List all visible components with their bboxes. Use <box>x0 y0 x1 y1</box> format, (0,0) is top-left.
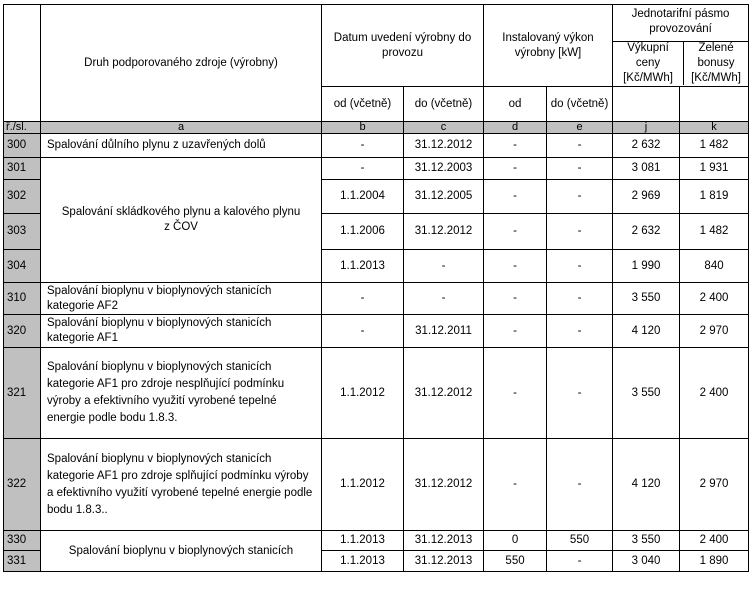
cell-bonus: 2 970 <box>680 439 749 531</box>
cell-kw-od: - <box>484 250 547 283</box>
cell-datum-do: 31.12.2012 <box>404 134 484 158</box>
cell-datum-od: 1.1.2004 <box>322 180 404 214</box>
cell-datum-do: 31.12.2012 <box>404 348 484 439</box>
row-number: 304 <box>4 250 41 283</box>
cell-kw-od: - <box>484 439 547 531</box>
letter-c: c <box>404 122 484 134</box>
header-druh: Druh podporovaného zdroje (výrobny) <box>41 5 322 122</box>
cell-bonus: 2 400 <box>680 283 749 315</box>
table-row <box>4 134 749 158</box>
header-pasmo-sub <box>613 42 748 85</box>
cell-cena: 2 969 <box>613 180 680 214</box>
header-datum: Datum uvedení výrobny do provozu <box>322 5 484 87</box>
header-zelene: Zelené bonusy [Kč/MWh] <box>691 42 741 84</box>
cell-datum-do: 31.12.2011 <box>404 315 484 348</box>
cell-bonus: 1 819 <box>680 180 749 214</box>
letter-b: b <box>322 122 404 134</box>
cell-cena: 3 550 <box>613 531 680 551</box>
cell-kw-od: - <box>484 180 547 214</box>
cell-kw-od: - <box>484 348 547 439</box>
cell-cena: 3 550 <box>613 348 680 439</box>
cell-kw-do: - <box>547 315 613 348</box>
header-vykupni: Výkupní ceny [Kč/MWh] <box>613 42 684 85</box>
cell-kw-do: - <box>547 283 613 315</box>
corner-cell <box>4 5 41 122</box>
letter-a: a <box>41 122 322 134</box>
cell-kw-od: - <box>484 158 547 180</box>
cell-cena: 3 040 <box>613 551 680 572</box>
cell-datum-od: 1.1.2012 <box>322 439 404 531</box>
cell-kw-od: - <box>484 283 547 315</box>
cell-bonus: 1 482 <box>680 214 749 250</box>
cell-datum-do: - <box>404 250 484 283</box>
header-vykon: Instalovaný výkon výrobny [kW] <box>484 5 613 87</box>
cell-cena: 2 632 <box>613 214 680 250</box>
row-number: 302 <box>4 180 41 214</box>
letter-e: e <box>547 122 613 134</box>
row-description: Spalování bioplynu v bioplynových stanicích kategorie AF1 pro zdroje splňující podmínku výroby a efektivního využití vyrobené tepelné energie podle bodu 1.8.3.. <box>41 439 322 531</box>
table-row <box>4 531 749 551</box>
header-pasmo-spacer <box>613 87 749 122</box>
cell-datum-do: 31.12.2003 <box>404 158 484 180</box>
table-row <box>4 439 749 531</box>
cell-datum-od: 1.1.2006 <box>322 214 404 250</box>
cell-kw-do: - <box>547 348 613 439</box>
cell-cena: 3 550 <box>613 283 680 315</box>
cell-cena: 2 632 <box>613 134 680 158</box>
cell-cena: 3 081 <box>613 158 680 180</box>
cell-kw-od: 550 <box>484 551 547 572</box>
header-vykon-do: do (včetně) <box>547 87 613 122</box>
row-number: 320 <box>4 315 41 348</box>
row-description: Spalování důlního plynu z uzavřených dolů <box>41 134 322 158</box>
row-number: 303 <box>4 214 41 250</box>
row-number: 322 <box>4 439 41 531</box>
cell-cena: 1 990 <box>613 250 680 283</box>
cell-kw-do: - <box>547 180 613 214</box>
cell-bonus: 1 482 <box>680 134 749 158</box>
cell-kw-do: 550 <box>547 531 613 551</box>
header-pasmo: Jednotarifní pásmo provozování <box>613 7 748 42</box>
cell-datum-od: 1.1.2013 <box>322 531 404 551</box>
cell-kw-od: 0 <box>484 531 547 551</box>
letter-j: j <box>613 122 680 134</box>
row-number: 321 <box>4 348 41 439</box>
cell-bonus: 2 400 <box>680 531 749 551</box>
cell-bonus: 1 890 <box>680 551 749 572</box>
cell-cena: 4 120 <box>613 439 680 531</box>
cell-datum-do: - <box>404 283 484 315</box>
row-description: Spalování skládkového plynu a kalového plynu z ČOV <box>41 158 322 283</box>
cell-datum-od: - <box>322 315 404 348</box>
row-number: 300 <box>4 134 41 158</box>
cell-kw-do: - <box>547 134 613 158</box>
cell-datum-od: 1.1.2013 <box>322 250 404 283</box>
cell-datum-od: - <box>322 134 404 158</box>
row-number: 301 <box>4 158 41 180</box>
cell-bonus: 2 970 <box>680 315 749 348</box>
cell-datum-do: 31.12.2013 <box>404 531 484 551</box>
cell-kw-do: - <box>547 158 613 180</box>
tariff-table <box>3 4 749 572</box>
cell-datum-od: - <box>322 158 404 180</box>
cell-datum-do: 31.12.2013 <box>404 551 484 572</box>
letter-k: k <box>680 122 749 134</box>
header-vykon-od: od <box>484 87 547 122</box>
header-datum-od: od (včetně) <box>322 87 404 122</box>
cell-kw-do: - <box>547 551 613 572</box>
table-row <box>4 315 749 348</box>
cell-bonus: 2 400 <box>680 348 749 439</box>
row-description: Spalování bioplynu v bioplynových stanicích kategorie AF2 <box>41 283 322 315</box>
cell-bonus: 840 <box>680 250 749 283</box>
cell-datum-do: 31.12.2012 <box>404 214 484 250</box>
cell-cena: 4 120 <box>613 315 680 348</box>
cell-datum-do: 31.12.2012 <box>404 439 484 531</box>
cell-datum-od: 1.1.2012 <box>322 348 404 439</box>
column-letters-row <box>4 122 749 134</box>
row-description: Spalování bioplynu v bioplynových stanicích kategorie AF1 <box>41 315 322 348</box>
letter-d: d <box>484 122 547 134</box>
table-row <box>4 348 749 439</box>
cell-kw-od: - <box>484 214 547 250</box>
cell-kw-do: - <box>547 439 613 531</box>
header-pasmo-wrap <box>613 5 749 87</box>
table-row <box>4 158 749 180</box>
row-description: Spalování bioplynu v bioplynových stanicích kategorie AF1 pro zdroje nesplňující podmínku výroby a efektivního využití vyrobené tepelné energie podle bodu 1.8.3. <box>41 348 322 439</box>
row-number: 310 <box>4 283 41 315</box>
cell-kw-do: - <box>547 214 613 250</box>
cell-datum-od: 1.1.2013 <box>322 551 404 572</box>
cell-kw-do: - <box>547 250 613 283</box>
row-description: Spalování bioplynu v bioplynových stanicích <box>41 531 322 572</box>
row-number: 331 <box>4 551 41 572</box>
cell-kw-od: - <box>484 315 547 348</box>
table-row <box>4 283 749 315</box>
row-number: 330 <box>4 531 41 551</box>
rowno-label: ř./sl. <box>4 122 41 134</box>
cell-datum-od: - <box>322 283 404 315</box>
header-datum-do: do (včetně) <box>404 87 484 122</box>
cell-kw-od: - <box>484 134 547 158</box>
header-row <box>4 5 749 87</box>
cell-datum-do: 31.12.2005 <box>404 180 484 214</box>
cell-bonus: 1 931 <box>680 158 749 180</box>
